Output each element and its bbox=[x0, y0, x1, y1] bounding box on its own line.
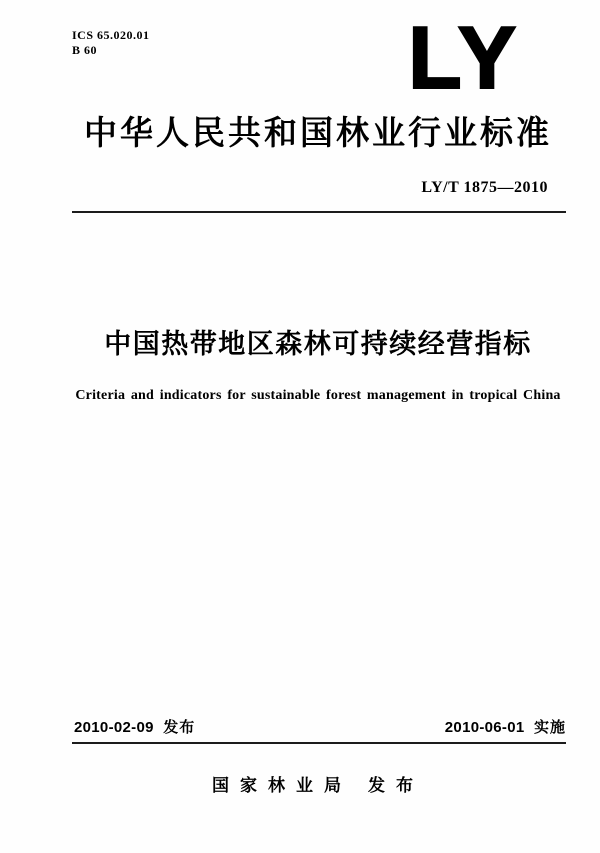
standard-number: LY/T 1875—2010 bbox=[421, 179, 548, 196]
publisher-row bbox=[36, 771, 600, 796]
publisher-publish-label: 发布 bbox=[368, 776, 424, 795]
ics-code: ICS 65.020.01 bbox=[72, 28, 150, 42]
ics-classification-block bbox=[72, 28, 150, 58]
document-english-title: Criteria and indicators for sustainable forest management in tropical China bbox=[75, 388, 561, 403]
footer-divider-line bbox=[72, 742, 566, 744]
ly-standard-logo: LY bbox=[408, 8, 521, 107]
dates-row bbox=[74, 716, 566, 737]
document-main-title: 中国热带地区森林可持续经营指标 bbox=[104, 329, 532, 359]
release-label: 发布 bbox=[163, 719, 196, 736]
release-date-item bbox=[74, 716, 195, 737]
doc-class-code: B 60 bbox=[72, 43, 98, 57]
implementation-date: 2010-06-01 bbox=[444, 719, 525, 736]
publisher-name: 国家林业局 bbox=[212, 776, 352, 795]
implementation-label: 实施 bbox=[533, 719, 566, 736]
standard-category-title: 中华人民共和国林业行业标准 bbox=[84, 114, 552, 151]
release-date: 2010-02-09 bbox=[74, 719, 154, 736]
implementation-date-item bbox=[445, 716, 566, 737]
header-divider-line bbox=[72, 211, 566, 213]
